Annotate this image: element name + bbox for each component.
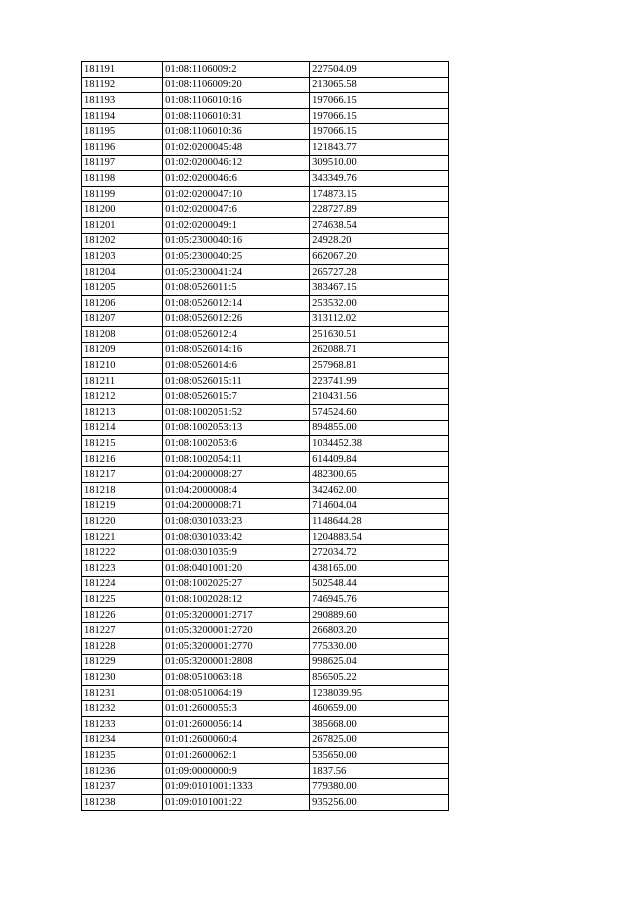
cadastral-number-cell: 01:08:1002053:13 — [163, 420, 310, 436]
value-cell: 274638.54 — [310, 217, 449, 233]
value-cell: 1034452.38 — [310, 436, 449, 452]
row-number-cell: 181209 — [82, 342, 163, 358]
table-row — [82, 280, 449, 296]
table-row — [82, 186, 449, 202]
row-number-cell: 181231 — [82, 685, 163, 701]
table-row — [82, 233, 449, 249]
row-number-cell: 181197 — [82, 155, 163, 171]
table-row — [82, 623, 449, 639]
row-number-cell: 181220 — [82, 514, 163, 530]
cadastral-number-cell: 01:08:1106010:36 — [163, 124, 310, 140]
table-row — [82, 716, 449, 732]
value-cell: 290889.60 — [310, 607, 449, 623]
value-cell: 856505.22 — [310, 670, 449, 686]
cadastral-number-cell: 01:02:0200047:6 — [163, 202, 310, 218]
row-number-cell: 181196 — [82, 139, 163, 155]
row-number-cell: 181225 — [82, 592, 163, 608]
row-number-cell: 181215 — [82, 436, 163, 452]
table-row — [82, 295, 449, 311]
table-row — [82, 561, 449, 577]
table-row — [82, 389, 449, 405]
cadastral-number-cell: 01:08:0526014:6 — [163, 358, 310, 374]
cadastral-number-cell: 01:09:0101001:1333 — [163, 779, 310, 795]
cadastral-number-cell: 01:08:0526012:26 — [163, 311, 310, 327]
cadastral-number-cell: 01:05:3200001:2770 — [163, 638, 310, 654]
table-row — [82, 467, 449, 483]
value-cell: 210431.56 — [310, 389, 449, 405]
table-row — [82, 779, 449, 795]
value-cell: 197066.15 — [310, 93, 449, 109]
row-number-cell: 181203 — [82, 249, 163, 265]
table-row — [82, 373, 449, 389]
cadastral-number-cell: 01:09:0101001:22 — [163, 794, 310, 810]
cadastral-number-cell: 01:01:2600055:3 — [163, 701, 310, 717]
table-row — [82, 498, 449, 514]
table-row — [82, 155, 449, 171]
value-cell: 24928.20 — [310, 233, 449, 249]
row-number-cell: 181195 — [82, 124, 163, 140]
table-row — [82, 311, 449, 327]
value-cell: 775330.00 — [310, 638, 449, 654]
value-cell: 342462.00 — [310, 483, 449, 499]
cadastral-number-cell: 01:08:0301033:23 — [163, 514, 310, 530]
row-number-cell: 181237 — [82, 779, 163, 795]
table-row — [82, 685, 449, 701]
cadastral-number-cell: 01:05:2300041:24 — [163, 264, 310, 280]
table-row — [82, 436, 449, 452]
row-number-cell: 181224 — [82, 576, 163, 592]
row-number-cell: 181227 — [82, 623, 163, 639]
cadastral-number-cell: 01:05:2300040:16 — [163, 233, 310, 249]
table-row — [82, 93, 449, 109]
row-number-cell: 181194 — [82, 108, 163, 124]
value-cell: 1837.56 — [310, 763, 449, 779]
value-cell: 1238039.95 — [310, 685, 449, 701]
table-row — [82, 139, 449, 155]
value-cell: 1204883.54 — [310, 529, 449, 545]
cadastral-number-cell: 01:08:0510063:18 — [163, 670, 310, 686]
row-number-cell: 181198 — [82, 171, 163, 187]
table-row — [82, 748, 449, 764]
row-number-cell: 181193 — [82, 93, 163, 109]
cadastral-number-cell: 01:08:0301035:9 — [163, 545, 310, 561]
row-number-cell: 181234 — [82, 732, 163, 748]
cadastral-number-cell: 01:08:1002054:11 — [163, 451, 310, 467]
table-row — [82, 217, 449, 233]
cadastral-number-cell: 01:02:0200047:10 — [163, 186, 310, 202]
table-row — [82, 342, 449, 358]
row-number-cell: 181214 — [82, 420, 163, 436]
table-row — [82, 108, 449, 124]
row-number-cell: 181230 — [82, 670, 163, 686]
row-number-cell: 181200 — [82, 202, 163, 218]
table-row — [82, 794, 449, 810]
row-number-cell: 181226 — [82, 607, 163, 623]
value-cell: 253532.00 — [310, 295, 449, 311]
data-table — [81, 61, 449, 811]
cadastral-number-cell: 01:08:1002028:12 — [163, 592, 310, 608]
value-cell: 383467.15 — [310, 280, 449, 296]
row-number-cell: 181238 — [82, 794, 163, 810]
value-cell: 460659.00 — [310, 701, 449, 717]
table-row — [82, 483, 449, 499]
row-number-cell: 181233 — [82, 716, 163, 732]
row-number-cell: 181211 — [82, 373, 163, 389]
cadastral-number-cell: 01:08:1002053:6 — [163, 436, 310, 452]
table-row — [82, 545, 449, 561]
table-row — [82, 264, 449, 280]
cadastral-number-cell: 01:02:0200046:6 — [163, 171, 310, 187]
cadastral-number-cell: 01:02:0200045:48 — [163, 139, 310, 155]
row-number-cell: 181202 — [82, 233, 163, 249]
value-cell: 385668.00 — [310, 716, 449, 732]
cadastral-number-cell: 01:05:3200001:2720 — [163, 623, 310, 639]
value-cell: 267825.00 — [310, 732, 449, 748]
table-row — [82, 171, 449, 187]
table-row — [82, 405, 449, 421]
cadastral-number-cell: 01:05:3200001:2717 — [163, 607, 310, 623]
row-number-cell: 181232 — [82, 701, 163, 717]
cadastral-number-cell: 01:05:2300040:25 — [163, 249, 310, 265]
value-cell: 614409.84 — [310, 451, 449, 467]
value-cell: 998625.04 — [310, 654, 449, 670]
row-number-cell: 181221 — [82, 529, 163, 545]
value-cell: 121843.77 — [310, 139, 449, 155]
row-number-cell: 181229 — [82, 654, 163, 670]
cadastral-number-cell: 01:01:2600060:4 — [163, 732, 310, 748]
value-cell: 265727.28 — [310, 264, 449, 280]
value-cell: 1148644.28 — [310, 514, 449, 530]
cadastral-number-cell: 01:08:0526012:4 — [163, 327, 310, 343]
value-cell: 746945.76 — [310, 592, 449, 608]
value-cell: 272034.72 — [310, 545, 449, 561]
row-number-cell: 181199 — [82, 186, 163, 202]
value-cell: 482300.65 — [310, 467, 449, 483]
table-row — [82, 249, 449, 265]
row-number-cell: 181236 — [82, 763, 163, 779]
value-cell: 438165.00 — [310, 561, 449, 577]
cadastral-number-cell: 01:08:1106009:20 — [163, 77, 310, 93]
row-number-cell: 181235 — [82, 748, 163, 764]
cadastral-number-cell: 01:08:0301033:42 — [163, 529, 310, 545]
table-row — [82, 701, 449, 717]
value-cell: 535650.00 — [310, 748, 449, 764]
table-body — [82, 62, 449, 811]
table-row — [82, 451, 449, 467]
value-cell: 574524.60 — [310, 405, 449, 421]
cadastral-number-cell: 01:08:1106010:16 — [163, 93, 310, 109]
row-number-cell: 181222 — [82, 545, 163, 561]
value-cell: 174873.15 — [310, 186, 449, 202]
cadastral-number-cell: 01:08:0401001:20 — [163, 561, 310, 577]
value-cell: 662067.20 — [310, 249, 449, 265]
value-cell: 343349.76 — [310, 171, 449, 187]
value-cell: 251630.51 — [310, 327, 449, 343]
table-row — [82, 607, 449, 623]
row-number-cell: 181204 — [82, 264, 163, 280]
cadastral-number-cell: 01:04:2000008:71 — [163, 498, 310, 514]
row-number-cell: 181208 — [82, 327, 163, 343]
cadastral-number-cell: 01:08:0526012:14 — [163, 295, 310, 311]
row-number-cell: 181216 — [82, 451, 163, 467]
cadastral-number-cell: 01:08:1106010:31 — [163, 108, 310, 124]
table-row — [82, 327, 449, 343]
cadastral-number-cell: 01:02:0200049:1 — [163, 217, 310, 233]
table-row — [82, 514, 449, 530]
row-number-cell: 181228 — [82, 638, 163, 654]
row-number-cell: 181205 — [82, 280, 163, 296]
value-cell: 714604.04 — [310, 498, 449, 514]
cadastral-number-cell: 01:04:2000008:4 — [163, 483, 310, 499]
value-cell: 227504.09 — [310, 62, 449, 78]
cadastral-number-cell: 01:05:3200001:2808 — [163, 654, 310, 670]
cadastral-number-cell: 01:04:2000008:27 — [163, 467, 310, 483]
value-cell: 257968.81 — [310, 358, 449, 374]
row-number-cell: 181207 — [82, 311, 163, 327]
value-cell: 262088.71 — [310, 342, 449, 358]
value-cell: 779380.00 — [310, 779, 449, 795]
cadastral-number-cell: 01:08:1002051:52 — [163, 405, 310, 421]
cadastral-number-cell: 01:08:1002025:27 — [163, 576, 310, 592]
cadastral-number-cell: 01:08:1106009:2 — [163, 62, 310, 78]
row-number-cell: 181210 — [82, 358, 163, 374]
cadastral-number-cell: 01:08:0526015:11 — [163, 373, 310, 389]
value-cell: 266803.20 — [310, 623, 449, 639]
row-number-cell: 181201 — [82, 217, 163, 233]
cadastral-number-cell: 01:08:0510064:19 — [163, 685, 310, 701]
value-cell: 197066.15 — [310, 124, 449, 140]
table-row — [82, 77, 449, 93]
table-row — [82, 638, 449, 654]
value-cell: 935256.00 — [310, 794, 449, 810]
table-row — [82, 124, 449, 140]
cadastral-number-cell: 01:08:0526014:16 — [163, 342, 310, 358]
row-number-cell: 181217 — [82, 467, 163, 483]
row-number-cell: 181213 — [82, 405, 163, 421]
value-cell: 197066.15 — [310, 108, 449, 124]
row-number-cell: 181219 — [82, 498, 163, 514]
table-row — [82, 592, 449, 608]
table-row — [82, 654, 449, 670]
cadastral-number-cell: 01:08:0526015:7 — [163, 389, 310, 405]
value-cell: 313112.02 — [310, 311, 449, 327]
table-row — [82, 763, 449, 779]
row-number-cell: 181218 — [82, 483, 163, 499]
value-cell: 223741.99 — [310, 373, 449, 389]
table-row — [82, 732, 449, 748]
value-cell: 213065.58 — [310, 77, 449, 93]
table-row — [82, 670, 449, 686]
table-row — [82, 202, 449, 218]
table-row — [82, 358, 449, 374]
cadastral-number-cell: 01:08:0526011:5 — [163, 280, 310, 296]
table-row — [82, 420, 449, 436]
value-cell: 894855.00 — [310, 420, 449, 436]
value-cell: 228727.89 — [310, 202, 449, 218]
row-number-cell: 181206 — [82, 295, 163, 311]
value-cell: 309510.00 — [310, 155, 449, 171]
cadastral-number-cell: 01:09:0000000:9 — [163, 763, 310, 779]
table-row — [82, 62, 449, 78]
cadastral-number-cell: 01:02:0200046:12 — [163, 155, 310, 171]
value-cell: 502548.44 — [310, 576, 449, 592]
row-number-cell: 181223 — [82, 561, 163, 577]
cadastral-number-cell: 01:01:2600062:1 — [163, 748, 310, 764]
cadastral-number-cell: 01:01:2600056:14 — [163, 716, 310, 732]
table-row — [82, 576, 449, 592]
row-number-cell: 181212 — [82, 389, 163, 405]
row-number-cell: 181192 — [82, 77, 163, 93]
table-row — [82, 529, 449, 545]
row-number-cell: 181191 — [82, 62, 163, 78]
